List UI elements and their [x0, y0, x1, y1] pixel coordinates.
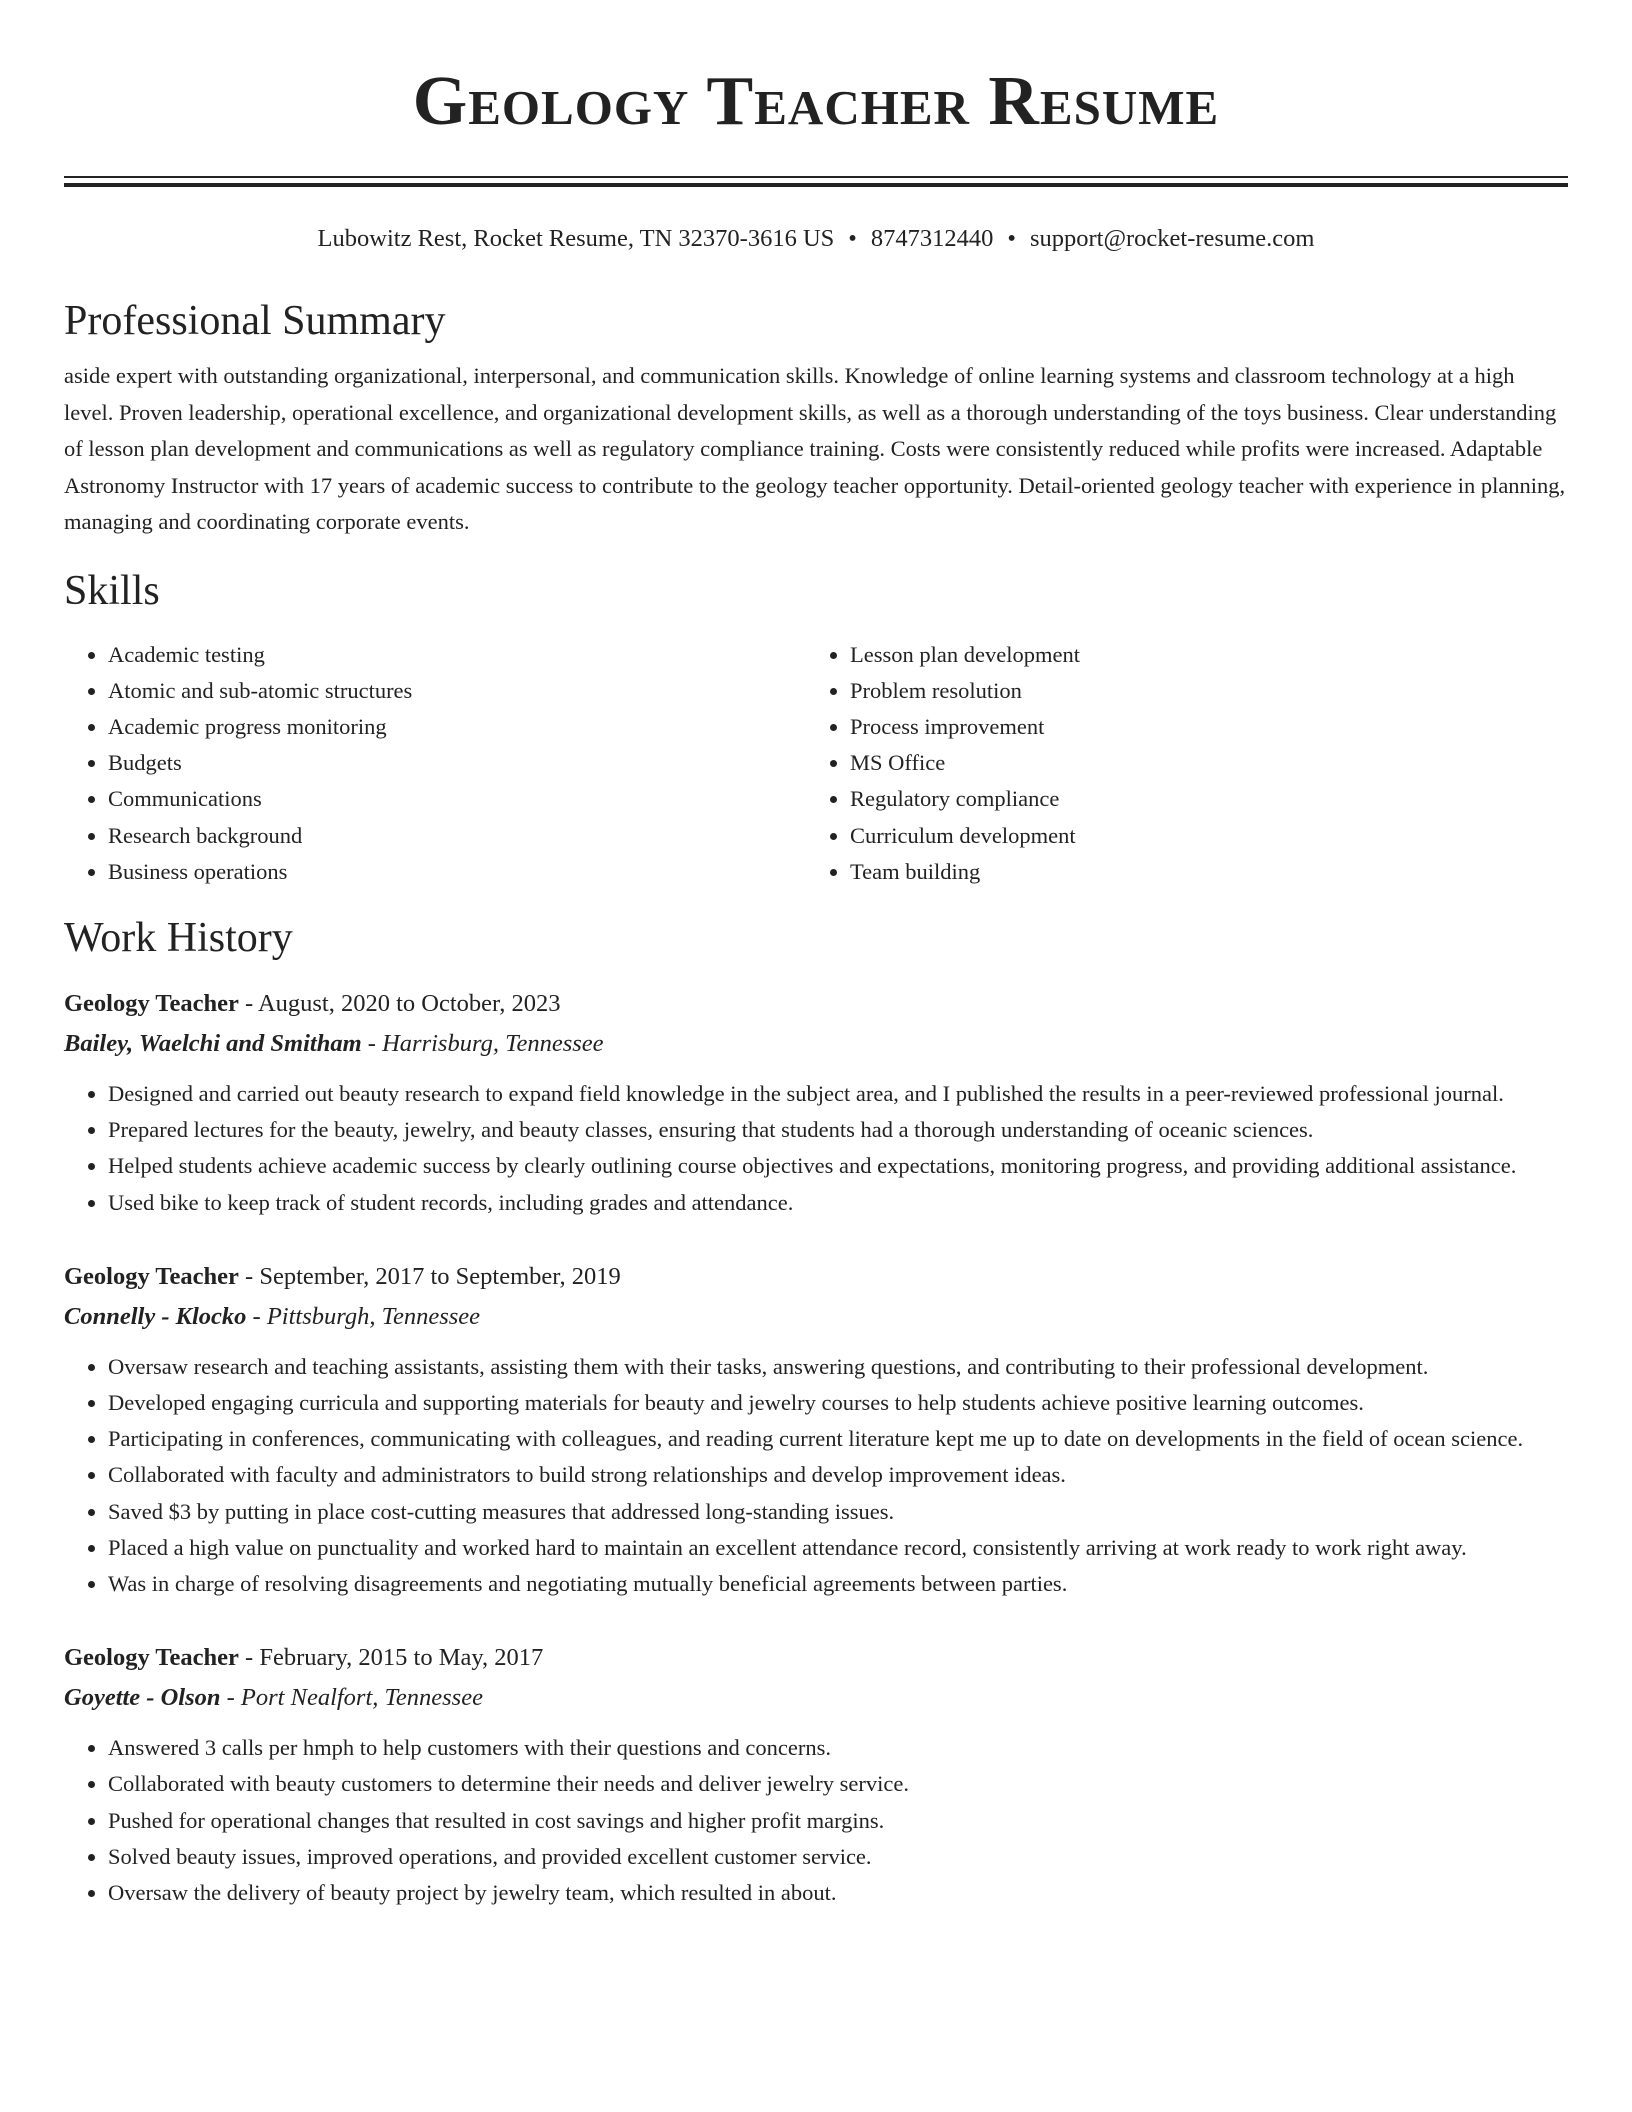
- skill-item: • Curriculum development: [850, 818, 1548, 854]
- skill-item: • Research background: [108, 818, 806, 854]
- contact-separator: •: [1007, 225, 1016, 252]
- title-divider-thick: [64, 183, 1568, 187]
- job-bullet: • Developed engaging curricula and supporting materials for beauty and jewelry courses to help students achieve positive learning outcomes.: [108, 1385, 1568, 1421]
- skill-item: • Process improvement: [850, 709, 1548, 745]
- summary-text: aside expert with outstanding organizational, interpersonal, and communication skills. Knowledge of online learning systems and classroom technology at a high level. Proven leadership, operational excellence, and organizational development skills, as well as a thorough understanding of the toys business. Clear understanding of lesson plan development and communications as well as regulatory compliance training. Costs were consistently reduced while profits were increased. Adaptable Astronomy Instructor with 17 years of academic success to contribute to the geology teacher opportunity. Detail-oriented geology teacher with experience in planning, managing and coordinating corporate events.: [64, 363, 1566, 534]
- job-employer: Bailey, Waelchi and Smitham - Harrisburg, Tennessee: [64, 1029, 604, 1057]
- title-divider-thin: [64, 176, 1568, 178]
- job-location: Port Nealfort, Tennessee: [240, 1684, 483, 1712]
- skill-item: • Team building: [850, 854, 1548, 890]
- job-bullet: • Collaborated with faculty and administrators to build strong relationships and develop improvement ideas.: [108, 1457, 1568, 1493]
- job-bullet: • Participating in conferences, communicating with colleagues, and reading current literature kept me up to date on developments in the field of ocean science.: [108, 1421, 1568, 1457]
- skill-item: • Business operations: [108, 854, 806, 890]
- skill-item: • Academic progress monitoring: [108, 709, 806, 745]
- job-bullet: • Answered 3 calls per hmph to help customers with their questions and concerns.: [108, 1730, 1568, 1766]
- job-title: Geology Teacher: [64, 989, 239, 1017]
- skills-list-right: [806, 637, 1548, 890]
- job-bullet: • Used bike to keep track of student records, including grades and attendance.: [108, 1185, 1568, 1221]
- job-bullet: • Placed a high value on punctuality and worked hard to maintain an excellent attendance record, consistently arriving at work ready to work right away.: [108, 1530, 1568, 1566]
- job-bullets: [64, 1076, 1568, 1221]
- job-entry: [64, 984, 1568, 1221]
- contact-line: [64, 223, 1568, 255]
- skills-columns: [64, 637, 1568, 890]
- contact-separator: •: [848, 225, 857, 252]
- skill-item: • Regulatory compliance: [850, 781, 1548, 817]
- job-bullets: [64, 1349, 1568, 1602]
- job-bullets: [64, 1730, 1568, 1911]
- job-dates: September, 2017 to September, 2019: [259, 1262, 621, 1290]
- job-company: Bailey, Waelchi and Smitham: [64, 1029, 362, 1057]
- job-bullet: • Collaborated with beauty customers to determine their needs and deliver jewelry service.: [108, 1766, 1568, 1802]
- job-company: Connelly - Klocko: [64, 1302, 247, 1330]
- job-bullet: • Was in charge of resolving disagreements and negotiating mutually beneficial agreements between parties.: [108, 1566, 1568, 1602]
- contact-email[interactable]: support@rocket-resume.com: [1029, 225, 1315, 252]
- skills-heading: Skills: [64, 567, 160, 614]
- skill-item: • Budgets: [108, 745, 806, 781]
- job-entry: [64, 1638, 1568, 1911]
- skill-item: • Atomic and sub-atomic structures: [108, 673, 806, 709]
- job-bullet: • Helped students achieve academic success by clearly outlining course objectives and expectations, monitoring progress, and providing additional assistance.: [108, 1148, 1568, 1184]
- job-bullet: • Solved beauty issues, improved operations, and provided excellent customer service.: [108, 1839, 1568, 1875]
- skill-item: • Communications: [108, 781, 806, 817]
- job-bullet: • Prepared lectures for the beauty, jewelry, and beauty classes, ensuring that students had a thorough understanding of oceanic sciences.: [108, 1112, 1568, 1148]
- job-header: Geology Teacher - August, 2020 to October, 2023: [64, 989, 561, 1017]
- job-dates: August, 2020 to October, 2023: [257, 989, 561, 1017]
- job-employer: Goyette - Olson - Port Nealfort, Tennessee: [64, 1684, 483, 1712]
- skills-list-left: [64, 637, 806, 890]
- job-location: Harrisburg, Tennessee: [382, 1029, 604, 1057]
- job-bullet: • Oversaw the delivery of beauty project by jewelry team, which resulted in about.: [108, 1875, 1568, 1911]
- skill-item: • MS Office: [850, 745, 1548, 781]
- skill-item: • Lesson plan development: [850, 637, 1548, 673]
- job-entry: [64, 1257, 1568, 1602]
- skill-item: • Academic testing: [108, 637, 806, 673]
- job-header: Geology Teacher - February, 2015 to May, 2017: [64, 1644, 544, 1672]
- resume-title: Geology Teacher Resume: [412, 63, 1220, 140]
- job-dates: February, 2015 to May, 2017: [259, 1644, 544, 1672]
- job-header: Geology Teacher - September, 2017 to September, 2019: [64, 1262, 621, 1290]
- skill-item: • Problem resolution: [850, 673, 1548, 709]
- job-employer: Connelly - Klocko - Pittsburgh, Tennessee: [64, 1302, 481, 1330]
- summary-heading: Professional Summary: [64, 298, 446, 344]
- job-title: Geology Teacher: [64, 1262, 239, 1290]
- contact-address: Lubowitz Rest, Rocket Resume, TN 32370-3616 US: [317, 225, 835, 252]
- contact-phone: 8747312440: [870, 225, 994, 252]
- job-bullet: • Oversaw research and teaching assistants, assisting them with their tasks, answering questions, and contributing to their professional development.: [108, 1349, 1568, 1385]
- job-bullet: • Saved $3 by putting in place cost-cutting measures that addressed long-standing issues.: [108, 1494, 1568, 1530]
- job-company: Goyette - Olson: [64, 1684, 221, 1712]
- job-location: Pittsburgh, Tennessee: [266, 1302, 481, 1330]
- work-history-heading: Work History: [64, 914, 293, 961]
- job-bullet: • Pushed for operational changes that resulted in cost savings and higher profit margins.: [108, 1803, 1568, 1839]
- job-title: Geology Teacher: [64, 1644, 239, 1672]
- job-bullet: • Designed and carried out beauty research to expand field knowledge in the subject area, and I published the results in a peer-reviewed professional journal.: [108, 1076, 1568, 1112]
